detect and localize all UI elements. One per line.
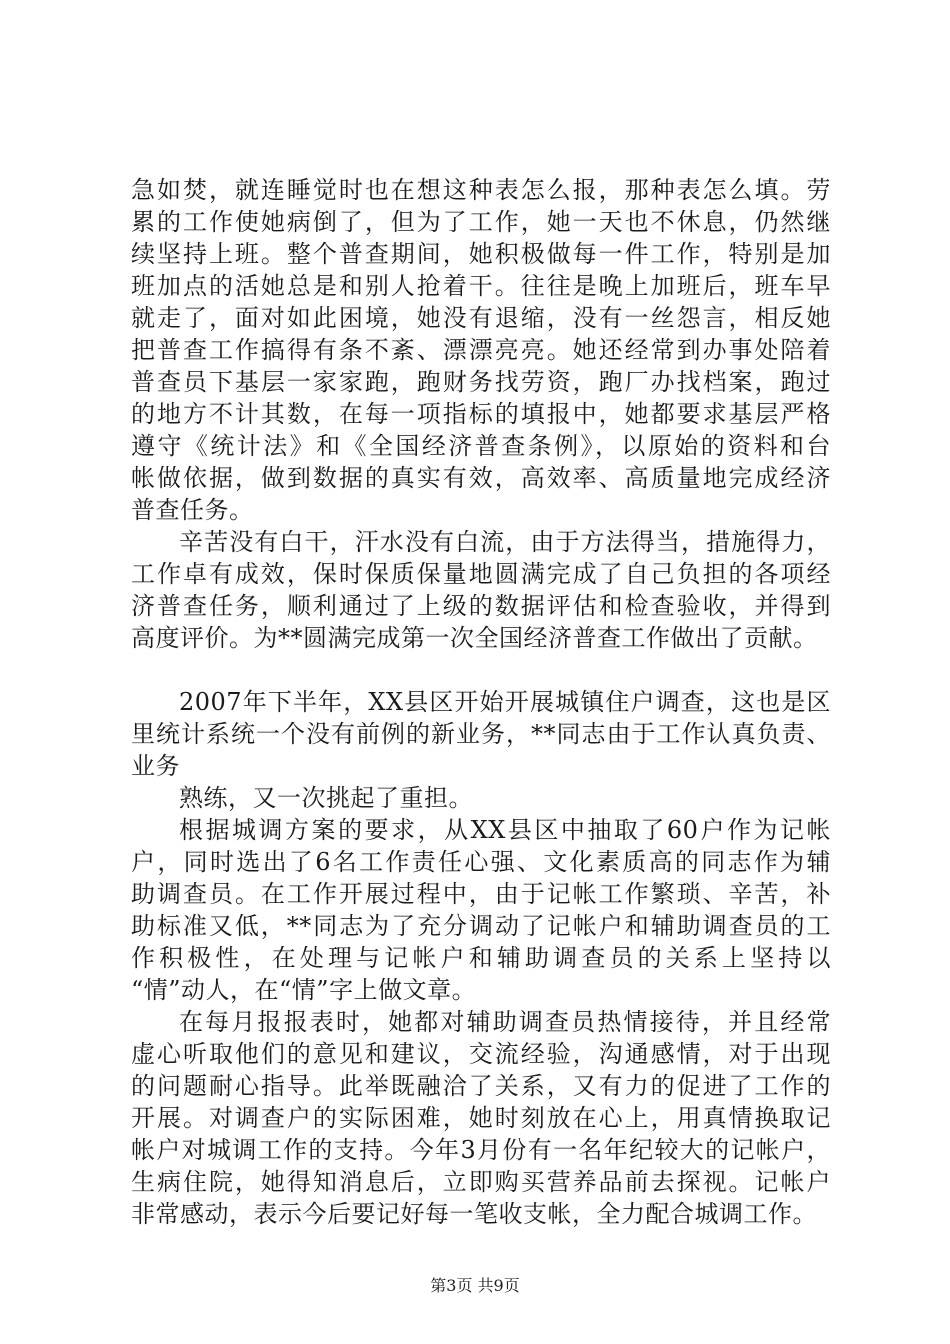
text-line: “情”动人，在“情”字上做文章。 <box>131 976 477 1004</box>
body-text <box>131 174 831 1230</box>
text-line: 济普查任务，顺利通过了上级的数据评估和检查验收，并得到 <box>131 592 831 620</box>
text-line: 虚心听取他们的意见和建议，交流经验，沟通感情，对于出现 <box>131 1040 831 1068</box>
text-line: 普查员下基层一家家跑，跑财务找劳资，跑厂办找档案，跑过 <box>131 368 831 396</box>
page-number-footer: 第3页 共9页 <box>430 1276 520 1295</box>
text-line: 非常感动，表示今后要记好每一笔收支帐，全力配合城调工作。 <box>131 1200 817 1228</box>
paragraph-spacer <box>131 654 831 686</box>
text-line: 班加点的活她总是和别人抢着干。往往是晚上加班后，班车早 <box>131 272 831 300</box>
text-line: 业务 <box>131 752 180 780</box>
text-line: 生病住院，她得知消息后，立即购买营养品前去探视。记帐户 <box>131 1168 831 1196</box>
text-line: 在每月报报表时，她都对辅助调查员热情接待，并且经常 <box>179 1008 831 1036</box>
text-line: 帐做依据，做到数据的真实有效，高效率、高质量地完成经济 <box>131 464 831 492</box>
text-line: 工作卓有成效，保时保质保量地圆满完成了自己负担的各项经 <box>131 560 831 588</box>
text-line: 根据城调方案的要求，从XX县区中抽取了60户作为记帐 <box>179 816 831 844</box>
text-line: 的地方不计其数，在每一项指标的填报中，她都要求基层严格 <box>131 400 831 428</box>
text-line: 把普查工作搞得有条不紊、漂漂亮亮。她还经常到办事处陪着 <box>131 336 831 364</box>
text-line: 高度评价。为**圆满完成第一次全国经济普查工作做出了贡献。 <box>131 624 818 652</box>
text-line: 作积极性，在处理与记帐户和辅助调查员的关系上坚持以 <box>131 944 831 972</box>
text-line: 帐户对城调工作的支持。今年3月份有一名年纪较大的记帐户， <box>131 1136 831 1164</box>
text-line: 开展。对调查户的实际困难，她时刻放在心上，用真情换取记 <box>131 1104 831 1132</box>
text-line: 助标准又低，**同志为了充分调动了记帐户和辅助调查员的工 <box>131 912 831 940</box>
text-line: 急如焚，就连睡觉时也在想这种表怎么报，那种表怎么填。劳 <box>131 176 831 204</box>
text-line: 遵守《统计法》和《全国经济普查条例》，以原始的资料和台 <box>131 432 831 460</box>
text-line: 续坚持上班。整个普查期间，她积极做每一件工作，特别是加 <box>131 240 831 268</box>
text-line: 户，同时选出了6名工作责任心强、文化素质高的同志作为辅 <box>131 848 831 876</box>
text-line: 辛苦没有白干，汗水没有白流，由于方法得当，措施得力， <box>179 528 831 556</box>
text-line: 累的工作使她病倒了，但为了工作，她一天也不休息，仍然继 <box>131 208 831 236</box>
text-line: 熟练，又一次挑起了重担。 <box>179 784 473 812</box>
text-line: 普查任务。 <box>131 496 254 524</box>
text-line: 助调查员。在工作开展过程中，由于记帐工作繁琐、辛苦，补 <box>131 880 831 908</box>
text-line: 的问题耐心指导。此举既融洽了关系，又有力的促进了工作的 <box>131 1072 831 1100</box>
text-line: 2007年下半年，XX县区开始开展城镇住户调查，这也是区 <box>179 688 831 716</box>
text-line: 就走了，面对如此困境，她没有退缩，没有一丝怨言，相反她 <box>131 304 831 332</box>
text-line: 里统计系统一个没有前例的新业务，**同志由于工作认真负责、 <box>131 720 831 748</box>
